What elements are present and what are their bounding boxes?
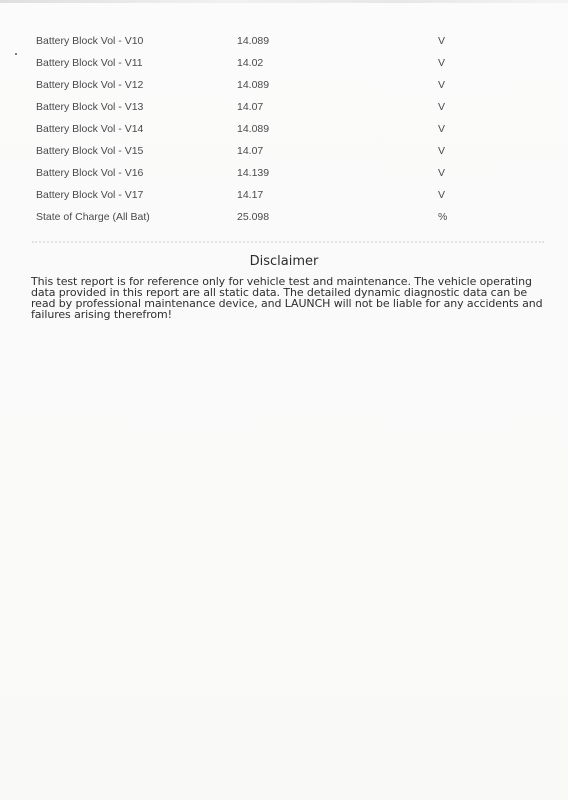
parameter-unit: V (438, 35, 446, 47)
disclaimer-text: This test report is for reference only for vehicle test and maintenance. The vehicle operating data provided in this report are all static data. The detailed dynamic diagnostic data can be read by professional maintenance device, and LAUNCH will not be liable for any accidents and failures arising therefrom! (31, 275, 543, 321)
parameter-value: 14.089 (237, 123, 270, 135)
parameter-value: 14.07 (237, 101, 264, 113)
parameter-unit: V (438, 101, 446, 113)
parameter-unit: V (438, 57, 446, 69)
page-top-edge (0, 0, 568, 3)
table-row (0, 140, 568, 162)
table-row (0, 74, 568, 96)
table-row (0, 184, 568, 206)
parameter-name: Battery Block Vol - V16 (36, 167, 144, 179)
parameter-name: Battery Block Vol - V10 (36, 35, 144, 47)
parameter-name: Battery Block Vol - V14 (36, 123, 144, 135)
parameter-unit: V (438, 189, 446, 201)
parameter-value: 14.089 (237, 79, 270, 91)
parameter-name: Battery Block Vol - V12 (36, 79, 144, 91)
section-divider (32, 241, 544, 243)
parameter-unit: % (438, 211, 448, 223)
parameter-unit: V (438, 79, 446, 91)
parameter-value: 25.098 (237, 211, 270, 223)
parameter-name: Battery Block Vol - V17 (36, 189, 144, 201)
parameter-value: 14.07 (237, 145, 264, 157)
table-row (0, 118, 568, 140)
parameter-value: 14.17 (237, 189, 264, 201)
parameter-value: 14.139 (237, 167, 270, 179)
table-row (0, 96, 568, 118)
table-row (0, 206, 568, 228)
table-row (0, 162, 568, 184)
parameter-unit: V (438, 145, 446, 157)
parameter-name: Battery Block Vol - V13 (36, 101, 144, 113)
parameter-unit: V (438, 123, 446, 135)
table-row (0, 30, 568, 52)
parameter-value: 14.089 (237, 35, 270, 47)
parameter-unit: V (438, 167, 446, 179)
parameter-value: 14.02 (237, 57, 264, 69)
parameter-name: Battery Block Vol - V15 (36, 145, 144, 157)
data-stream-table (0, 30, 568, 228)
parameter-name: State of Charge (All Bat) (36, 211, 150, 223)
table-row (0, 52, 568, 74)
disclaimer-title: Disclaimer (249, 254, 319, 269)
parameter-name: Battery Block Vol - V11 (36, 57, 143, 69)
